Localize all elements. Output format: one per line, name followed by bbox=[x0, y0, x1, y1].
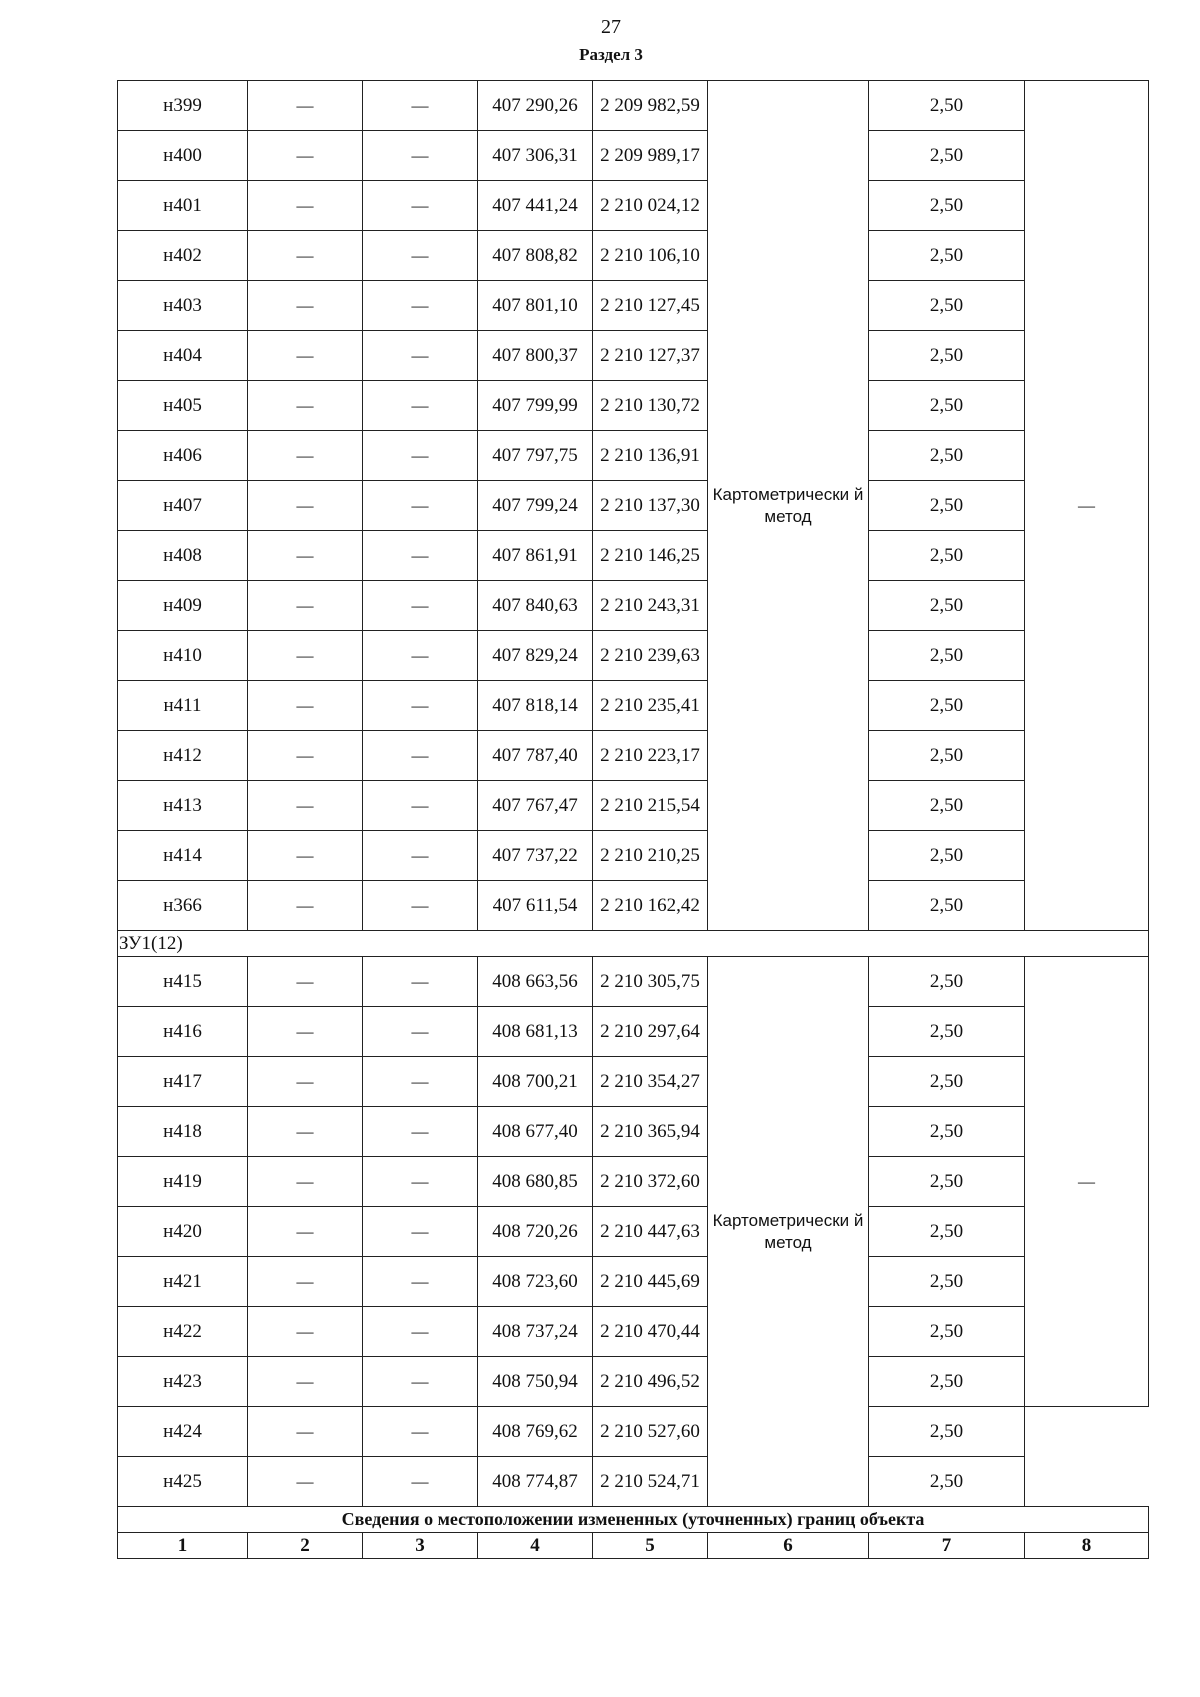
accuracy-cell: 2,50 bbox=[869, 1457, 1025, 1507]
old-x-cell: — bbox=[248, 1157, 363, 1207]
table-row bbox=[118, 231, 1149, 281]
new-y-cell: 2 210 524,71 bbox=[593, 1457, 708, 1507]
new-y-cell: 2 210 445,69 bbox=[593, 1257, 708, 1307]
accuracy-cell: 2,50 bbox=[869, 881, 1025, 931]
table-row bbox=[118, 957, 1149, 1007]
new-x-cell: 408 680,85 bbox=[478, 1157, 593, 1207]
old-y-cell: — bbox=[363, 1307, 478, 1357]
point-name: н366 bbox=[118, 881, 248, 931]
new-x-cell: 408 677,40 bbox=[478, 1107, 593, 1157]
column-number: 7 bbox=[869, 1533, 1025, 1559]
old-y-cell: — bbox=[363, 781, 478, 831]
new-x-cell: 408 750,94 bbox=[478, 1357, 593, 1407]
accuracy-cell: 2,50 bbox=[869, 681, 1025, 731]
table-row bbox=[118, 181, 1149, 231]
point-name: н420 bbox=[118, 1207, 248, 1257]
section-title: Раздел 3 bbox=[579, 45, 643, 64]
point-name: н425 bbox=[118, 1457, 248, 1507]
table-row bbox=[118, 1357, 1149, 1407]
new-x-cell: 407 306,31 bbox=[478, 131, 593, 181]
old-x-cell: — bbox=[248, 331, 363, 381]
new-y-cell: 2 210 372,60 bbox=[593, 1157, 708, 1207]
point-name: н399 bbox=[118, 81, 248, 131]
column-number: 2 bbox=[248, 1533, 363, 1559]
old-x-cell: — bbox=[248, 1107, 363, 1157]
table-row bbox=[118, 1457, 1149, 1507]
point-name: н410 bbox=[118, 631, 248, 681]
old-x-cell: — bbox=[248, 881, 363, 931]
accuracy-cell: 2,50 bbox=[869, 481, 1025, 531]
method-cell: Картометрически й метод bbox=[708, 957, 869, 1507]
column-number: 8 bbox=[1025, 1533, 1149, 1559]
point-name: н409 bbox=[118, 581, 248, 631]
point-name: н403 bbox=[118, 281, 248, 331]
new-x-cell: 407 840,63 bbox=[478, 581, 593, 631]
old-y-cell: — bbox=[363, 281, 478, 331]
new-x-cell: 407 801,10 bbox=[478, 281, 593, 331]
new-y-cell: 2 210 127,45 bbox=[593, 281, 708, 331]
table-row bbox=[118, 281, 1149, 331]
new-y-cell: 2 210 106,10 bbox=[593, 231, 708, 281]
old-x-cell: — bbox=[248, 1257, 363, 1307]
point-name: н404 bbox=[118, 331, 248, 381]
old-x-cell: — bbox=[248, 231, 363, 281]
new-y-cell: 2 210 136,91 bbox=[593, 431, 708, 481]
old-y-cell: — bbox=[363, 331, 478, 381]
new-y-cell: 2 210 243,31 bbox=[593, 581, 708, 631]
old-x-cell: — bbox=[248, 1307, 363, 1357]
description-cell: — bbox=[1025, 957, 1149, 1407]
point-name: н411 bbox=[118, 681, 248, 731]
new-y-cell: 2 210 235,41 bbox=[593, 681, 708, 731]
old-y-cell: — bbox=[363, 731, 478, 781]
accuracy-cell: 2,50 bbox=[869, 1357, 1025, 1407]
old-x-cell: — bbox=[248, 81, 363, 131]
accuracy-cell: 2,50 bbox=[869, 1057, 1025, 1107]
new-y-cell: 2 210 305,75 bbox=[593, 957, 708, 1007]
new-x-cell: 407 818,14 bbox=[478, 681, 593, 731]
old-y-cell: — bbox=[363, 1457, 478, 1507]
new-x-cell: 407 797,75 bbox=[478, 431, 593, 481]
new-y-cell: 2 210 470,44 bbox=[593, 1307, 708, 1357]
new-y-cell: 2 210 223,17 bbox=[593, 731, 708, 781]
new-x-cell: 407 808,82 bbox=[478, 231, 593, 281]
old-y-cell: — bbox=[363, 131, 478, 181]
point-name: н418 bbox=[118, 1107, 248, 1157]
new-x-cell: 408 681,13 bbox=[478, 1007, 593, 1057]
old-y-cell: — bbox=[363, 1007, 478, 1057]
old-y-cell: — bbox=[363, 1407, 478, 1457]
point-name: н423 bbox=[118, 1357, 248, 1407]
old-x-cell: — bbox=[248, 481, 363, 531]
new-x-cell: 407 441,24 bbox=[478, 181, 593, 231]
new-x-cell: 407 737,22 bbox=[478, 831, 593, 881]
point-name: н414 bbox=[118, 831, 248, 881]
accuracy-cell: 2,50 bbox=[869, 131, 1025, 181]
column-number: 6 bbox=[708, 1533, 869, 1559]
accuracy-cell: 2,50 bbox=[869, 81, 1025, 131]
old-x-cell: — bbox=[248, 1057, 363, 1107]
accuracy-cell: 2,50 bbox=[869, 1307, 1025, 1357]
old-y-cell: — bbox=[363, 1057, 478, 1107]
table-row bbox=[118, 1257, 1149, 1307]
column-number: 1 bbox=[118, 1533, 248, 1559]
old-y-cell: — bbox=[363, 681, 478, 731]
table-row bbox=[118, 831, 1149, 881]
new-y-cell: 2 210 239,63 bbox=[593, 631, 708, 681]
accuracy-cell: 2,50 bbox=[869, 381, 1025, 431]
new-x-cell: 408 663,56 bbox=[478, 957, 593, 1007]
table-row bbox=[118, 1107, 1149, 1157]
point-name: н415 bbox=[118, 957, 248, 1007]
accuracy-cell: 2,50 bbox=[869, 431, 1025, 481]
accuracy-cell: 2,50 bbox=[869, 957, 1025, 1007]
point-name: н419 bbox=[118, 1157, 248, 1207]
table-row bbox=[118, 581, 1149, 631]
point-name: н422 bbox=[118, 1307, 248, 1357]
point-name: н424 bbox=[118, 1407, 248, 1457]
old-y-cell: — bbox=[363, 881, 478, 931]
accuracy-cell: 2,50 bbox=[869, 1007, 1025, 1057]
new-y-cell: 2 210 297,64 bbox=[593, 1007, 708, 1057]
accuracy-cell: 2,50 bbox=[869, 1157, 1025, 1207]
table-row bbox=[118, 781, 1149, 831]
old-y-cell: — bbox=[363, 81, 478, 131]
accuracy-cell: 2,50 bbox=[869, 831, 1025, 881]
new-x-cell: 407 829,24 bbox=[478, 631, 593, 681]
new-y-cell: 2 210 527,60 bbox=[593, 1407, 708, 1457]
old-x-cell: — bbox=[248, 1457, 363, 1507]
new-x-cell: 408 737,24 bbox=[478, 1307, 593, 1357]
old-x-cell: — bbox=[248, 381, 363, 431]
column-numbers-row bbox=[118, 1533, 1149, 1559]
point-name: н412 bbox=[118, 731, 248, 781]
table-row bbox=[118, 531, 1149, 581]
table-row bbox=[118, 881, 1149, 931]
table-row bbox=[118, 131, 1149, 181]
new-y-cell: 2 210 127,37 bbox=[593, 331, 708, 381]
old-x-cell: — bbox=[248, 1407, 363, 1457]
old-y-cell: — bbox=[363, 231, 478, 281]
table-block-1 bbox=[118, 81, 1149, 931]
old-x-cell: — bbox=[248, 731, 363, 781]
old-x-cell: — bbox=[248, 1357, 363, 1407]
table-row bbox=[118, 631, 1149, 681]
group-row bbox=[118, 931, 1149, 957]
description-cell bbox=[1025, 1407, 1149, 1507]
new-y-cell: 2 210 210,25 bbox=[593, 831, 708, 881]
table-row bbox=[118, 81, 1149, 131]
new-x-cell: 407 861,91 bbox=[478, 531, 593, 581]
old-x-cell: — bbox=[248, 281, 363, 331]
new-y-cell: 2 209 989,17 bbox=[593, 131, 708, 181]
old-x-cell: — bbox=[248, 431, 363, 481]
accuracy-cell: 2,50 bbox=[869, 281, 1025, 331]
new-y-cell: 2 210 447,63 bbox=[593, 1207, 708, 1257]
table-row bbox=[118, 1007, 1149, 1057]
coordinates-table bbox=[117, 80, 1149, 1559]
old-x-cell: — bbox=[248, 957, 363, 1007]
table-row bbox=[118, 331, 1149, 381]
point-name: н401 bbox=[118, 181, 248, 231]
table-row bbox=[118, 681, 1149, 731]
old-x-cell: — bbox=[248, 781, 363, 831]
accuracy-cell: 2,50 bbox=[869, 1107, 1025, 1157]
old-x-cell: — bbox=[248, 131, 363, 181]
accuracy-cell: 2,50 bbox=[869, 1207, 1025, 1257]
accuracy-cell: 2,50 bbox=[869, 531, 1025, 581]
new-x-cell: 407 800,37 bbox=[478, 331, 593, 381]
table-row bbox=[118, 381, 1149, 431]
new-y-cell: 2 210 215,54 bbox=[593, 781, 708, 831]
new-y-cell: 2 210 365,94 bbox=[593, 1107, 708, 1157]
point-name: н408 bbox=[118, 531, 248, 581]
old-x-cell: — bbox=[248, 1207, 363, 1257]
table-row bbox=[118, 1207, 1149, 1257]
old-y-cell: — bbox=[363, 1357, 478, 1407]
old-y-cell: — bbox=[363, 181, 478, 231]
new-y-cell: 2 210 162,42 bbox=[593, 881, 708, 931]
accuracy-cell: 2,50 bbox=[869, 581, 1025, 631]
old-y-cell: — bbox=[363, 957, 478, 1007]
point-name: н413 bbox=[118, 781, 248, 831]
old-y-cell: — bbox=[363, 1257, 478, 1307]
column-number: 5 bbox=[593, 1533, 708, 1559]
new-x-cell: 407 611,54 bbox=[478, 881, 593, 931]
table-row bbox=[118, 481, 1149, 531]
new-y-cell: 2 209 982,59 bbox=[593, 81, 708, 131]
new-y-cell: 2 210 130,72 bbox=[593, 381, 708, 431]
new-y-cell: 2 210 024,12 bbox=[593, 181, 708, 231]
new-x-cell: 407 290,26 bbox=[478, 81, 593, 131]
point-name: н421 bbox=[118, 1257, 248, 1307]
old-y-cell: — bbox=[363, 1157, 478, 1207]
old-y-cell: — bbox=[363, 631, 478, 681]
page-number: 27 bbox=[601, 16, 621, 38]
new-x-cell: 408 774,87 bbox=[478, 1457, 593, 1507]
table-row bbox=[118, 1407, 1149, 1457]
new-x-cell: 407 767,47 bbox=[478, 781, 593, 831]
old-y-cell: — bbox=[363, 831, 478, 881]
table-row bbox=[118, 1157, 1149, 1207]
point-name: н407 bbox=[118, 481, 248, 531]
new-y-cell: 2 210 137,30 bbox=[593, 481, 708, 531]
accuracy-cell: 2,50 bbox=[869, 331, 1025, 381]
accuracy-cell: 2,50 bbox=[869, 731, 1025, 781]
new-x-cell: 408 723,60 bbox=[478, 1257, 593, 1307]
point-name: н416 bbox=[118, 1007, 248, 1057]
point-name: н405 bbox=[118, 381, 248, 431]
old-y-cell: — bbox=[363, 481, 478, 531]
point-name: н400 bbox=[118, 131, 248, 181]
new-y-cell: 2 210 354,27 bbox=[593, 1057, 708, 1107]
accuracy-cell: 2,50 bbox=[869, 631, 1025, 681]
accuracy-cell: 2,50 bbox=[869, 181, 1025, 231]
new-y-cell: 2 210 146,25 bbox=[593, 531, 708, 581]
old-x-cell: — bbox=[248, 581, 363, 631]
table-caption: Сведения о местоположении измененных (уточненных) границ объекта bbox=[118, 1507, 1149, 1533]
column-number: 3 bbox=[363, 1533, 478, 1559]
new-x-cell: 407 799,99 bbox=[478, 381, 593, 431]
point-name: н406 bbox=[118, 431, 248, 481]
new-x-cell: 408 700,21 bbox=[478, 1057, 593, 1107]
table-row bbox=[118, 731, 1149, 781]
group-label: ЗУ1(12) bbox=[118, 931, 1149, 957]
old-x-cell: — bbox=[248, 531, 363, 581]
point-name: н402 bbox=[118, 231, 248, 281]
method-cell: Картометрически й метод bbox=[708, 81, 869, 931]
accuracy-cell: 2,50 bbox=[869, 781, 1025, 831]
table-row bbox=[118, 1307, 1149, 1357]
old-y-cell: — bbox=[363, 1107, 478, 1157]
old-y-cell: — bbox=[363, 431, 478, 481]
description-cell: — bbox=[1025, 81, 1149, 931]
new-y-cell: 2 210 496,52 bbox=[593, 1357, 708, 1407]
table-row bbox=[118, 1057, 1149, 1107]
new-x-cell: 408 720,26 bbox=[478, 1207, 593, 1257]
old-x-cell: — bbox=[248, 681, 363, 731]
old-x-cell: — bbox=[248, 1007, 363, 1057]
column-number: 4 bbox=[478, 1533, 593, 1559]
old-y-cell: — bbox=[363, 581, 478, 631]
accuracy-cell: 2,50 bbox=[869, 231, 1025, 281]
new-x-cell: 407 799,24 bbox=[478, 481, 593, 531]
old-x-cell: — bbox=[248, 831, 363, 881]
new-x-cell: 407 787,40 bbox=[478, 731, 593, 781]
table-block-2 bbox=[118, 957, 1149, 1507]
old-x-cell: — bbox=[248, 631, 363, 681]
old-y-cell: — bbox=[363, 531, 478, 581]
old-y-cell: — bbox=[363, 381, 478, 431]
old-y-cell: — bbox=[363, 1207, 478, 1257]
table-row bbox=[118, 431, 1149, 481]
new-x-cell: 408 769,62 bbox=[478, 1407, 593, 1457]
accuracy-cell: 2,50 bbox=[869, 1257, 1025, 1307]
old-x-cell: — bbox=[248, 181, 363, 231]
point-name: н417 bbox=[118, 1057, 248, 1107]
accuracy-cell: 2,50 bbox=[869, 1407, 1025, 1457]
caption-row bbox=[118, 1507, 1149, 1533]
